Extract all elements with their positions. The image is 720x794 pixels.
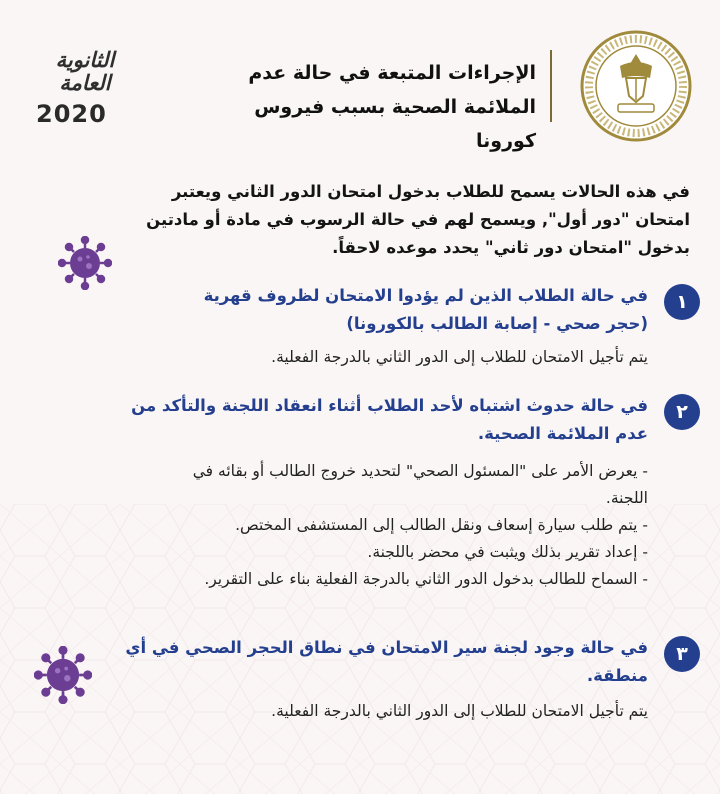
section-body-line: يتم تأجيل الامتحان للطلاب إلى الدور الثاني بالدرجة الفعلية. <box>271 348 648 366</box>
section-1 <box>30 282 700 372</box>
title-line-2: الملائمة الصحية بسبب فيروس كورونا <box>254 96 536 152</box>
section-number-badge: ٢ <box>664 394 700 430</box>
brand-year: 2020 <box>36 100 107 128</box>
section-body-line: - يعرض الأمر على "المسئول الصحي" لتحديد خروج الطالب أو بقائه في <box>192 462 648 480</box>
section-body-line: يتم تأجيل الامتحان للطلاب إلى الدور الثاني بالدرجة الفعلية. <box>271 702 648 720</box>
section-title-line-2: عدم الملائمة الصحية. <box>477 424 648 443</box>
section-title <box>48 392 648 448</box>
section-title-line-2: منطقة. <box>586 666 648 685</box>
section-2 <box>30 392 700 602</box>
brand-script <box>30 48 140 94</box>
header <box>0 0 720 150</box>
brand-line-1: الثانوية <box>55 47 115 72</box>
intro-paragraph <box>30 178 690 262</box>
section-body-line: اللجنة. <box>605 489 648 507</box>
intro-line-3: بدخول "امتحان دور ثاني" يحدد موعده لاحقاً. <box>332 238 690 257</box>
section-body <box>48 698 648 725</box>
intro-line-1: في هذه الحالات يسمح للطلاب بدخول امتحان الدور الثاني ويعتبر <box>171 182 690 201</box>
section-body-line: - يتم طلب سيارة إسعاف ونقل الطالب إلى المستشفى المختص. <box>235 516 648 534</box>
section-body-line: - إعداد تقرير بذلك ويثبت في محضر باللجنة. <box>367 543 648 561</box>
section-3 <box>30 634 700 734</box>
section-number-badge: ١ <box>664 284 700 320</box>
section-title <box>48 634 648 690</box>
section-title-line-1: في حالة حدوث اشتباه لأحد الطلاب أثناء انعقاد اللجنة والتأكد من <box>131 396 648 415</box>
section-number-badge: ٣ <box>664 636 700 672</box>
brand-logo <box>30 48 140 128</box>
section-title-line-1: في حالة الطلاب الذين لم يؤدوا الامتحان لظروف قهرية <box>203 286 648 305</box>
ministry-seal-icon <box>580 30 692 142</box>
title-line-1: الإجراءات المتبعة في حالة عدم <box>248 62 536 84</box>
section-title <box>48 282 648 338</box>
section-body-line: - السماح للطالب بدخول الدور الثاني بالدرجة الفعلية بناء على التقرير. <box>204 570 648 588</box>
header-divider <box>550 50 552 122</box>
section-body <box>48 458 648 593</box>
page-title <box>196 56 536 158</box>
section-title-line-2: (حجر صحي - إصابة الطالب بالكورونا) <box>346 314 648 333</box>
section-body <box>48 344 648 371</box>
section-title-line-1: في حالة وجود لجنة سير الامتحان في نطاق الحجر الصحي في أي <box>125 638 648 657</box>
intro-line-2: امتحان "دور أول", ويسمح لهم في حالة الرسوب في مادة أو مادتين <box>146 210 690 229</box>
brand-line-2: العامة <box>59 70 111 95</box>
